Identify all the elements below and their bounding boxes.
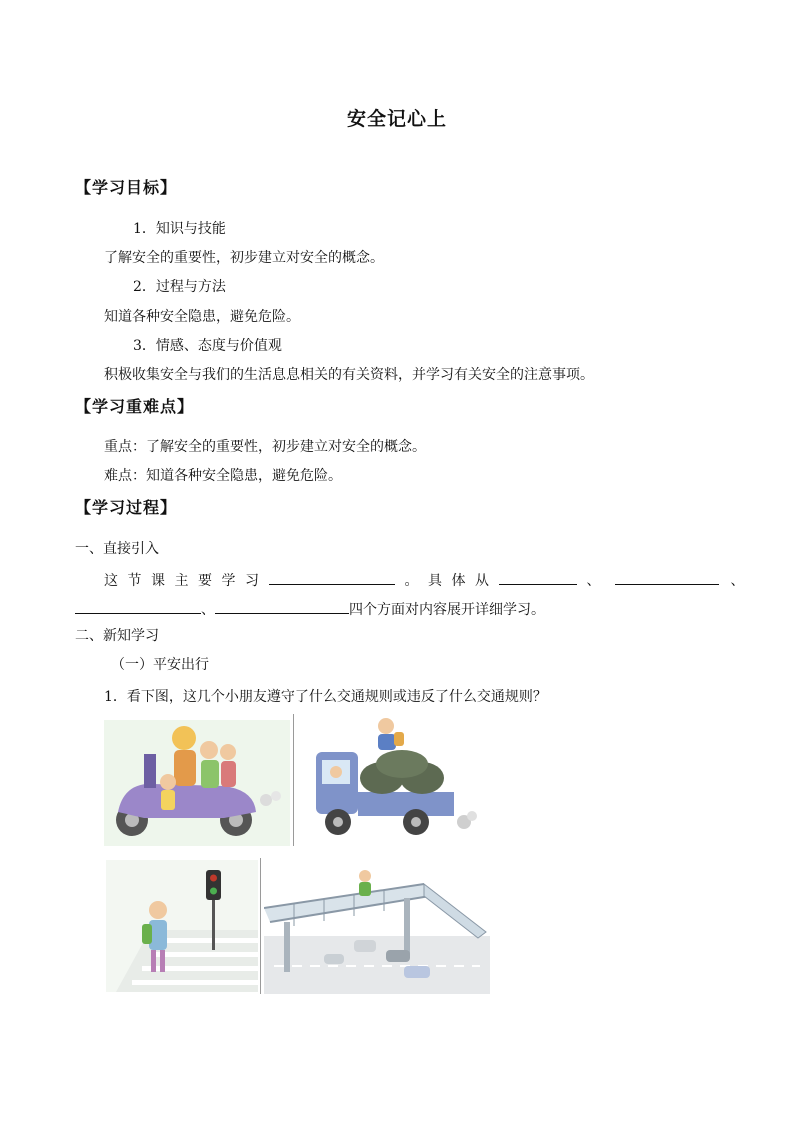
blank-aspect-1[interactable]: [499, 568, 577, 585]
part2-title: 二、新知学习: [75, 628, 159, 644]
objective-2-label: 2．过程与方法: [133, 279, 226, 295]
objective-1-text: 了解安全的重要性，初步建立对安全的概念。: [104, 250, 384, 266]
blank-topic[interactable]: [269, 568, 395, 585]
intro-text-b: 。具体从: [404, 573, 499, 589]
blank-aspect-4[interactable]: [215, 597, 349, 614]
page-title: 安全记心上: [346, 108, 447, 130]
scooter-overloaded-illustration: [104, 720, 290, 846]
pedestrian-overpass-illustration: [264, 866, 490, 994]
crosswalk-traffic-light-illustration: [106, 860, 258, 992]
objective-3-text: 积极收集安全与我们的生活息息相关的有关资料，并学习有关安全的注意事项。: [104, 367, 594, 383]
intro-line-2-end: 四个方面对内容展开详细学习。: [349, 602, 545, 618]
separator: 、: [730, 573, 745, 589]
separator: 、: [201, 602, 215, 618]
intro-line-1: [104, 568, 745, 591]
subsection-safe-travel: （一）平安出行: [111, 657, 209, 673]
key-point-difficulty: 难点：知道各种安全隐患，避免危险。: [104, 468, 342, 484]
blank-aspect-2[interactable]: [615, 568, 719, 585]
key-point-focus: 重点：了解安全的重要性，初步建立对安全的概念。: [104, 439, 426, 455]
blank-aspect-3[interactable]: [75, 597, 201, 614]
objectives-heading: 【学习目标】: [75, 178, 178, 197]
part1-title: 一、直接引入: [75, 541, 159, 557]
image-divider-top: [293, 714, 294, 846]
truck-child-on-cargo-illustration: [312, 716, 477, 840]
image-divider-bottom: [260, 858, 261, 994]
objective-2-text: 知道各种安全隐患，避免危险。: [104, 309, 300, 325]
objective-3-label: 3．情感、态度与价值观: [133, 338, 282, 354]
process-heading: 【学习过程】: [75, 498, 178, 517]
question-1: 1．看下图，这几个小朋友遵守了什么交通规则或违反了什么交通规则？: [104, 689, 547, 705]
intro-text-a: 这节课主要学习: [104, 573, 269, 589]
objective-1-label: 1．知识与技能: [133, 221, 226, 237]
intro-line-2: [75, 597, 545, 620]
key-points-heading: 【学习重难点】: [75, 397, 195, 416]
separator: 、: [586, 573, 601, 589]
